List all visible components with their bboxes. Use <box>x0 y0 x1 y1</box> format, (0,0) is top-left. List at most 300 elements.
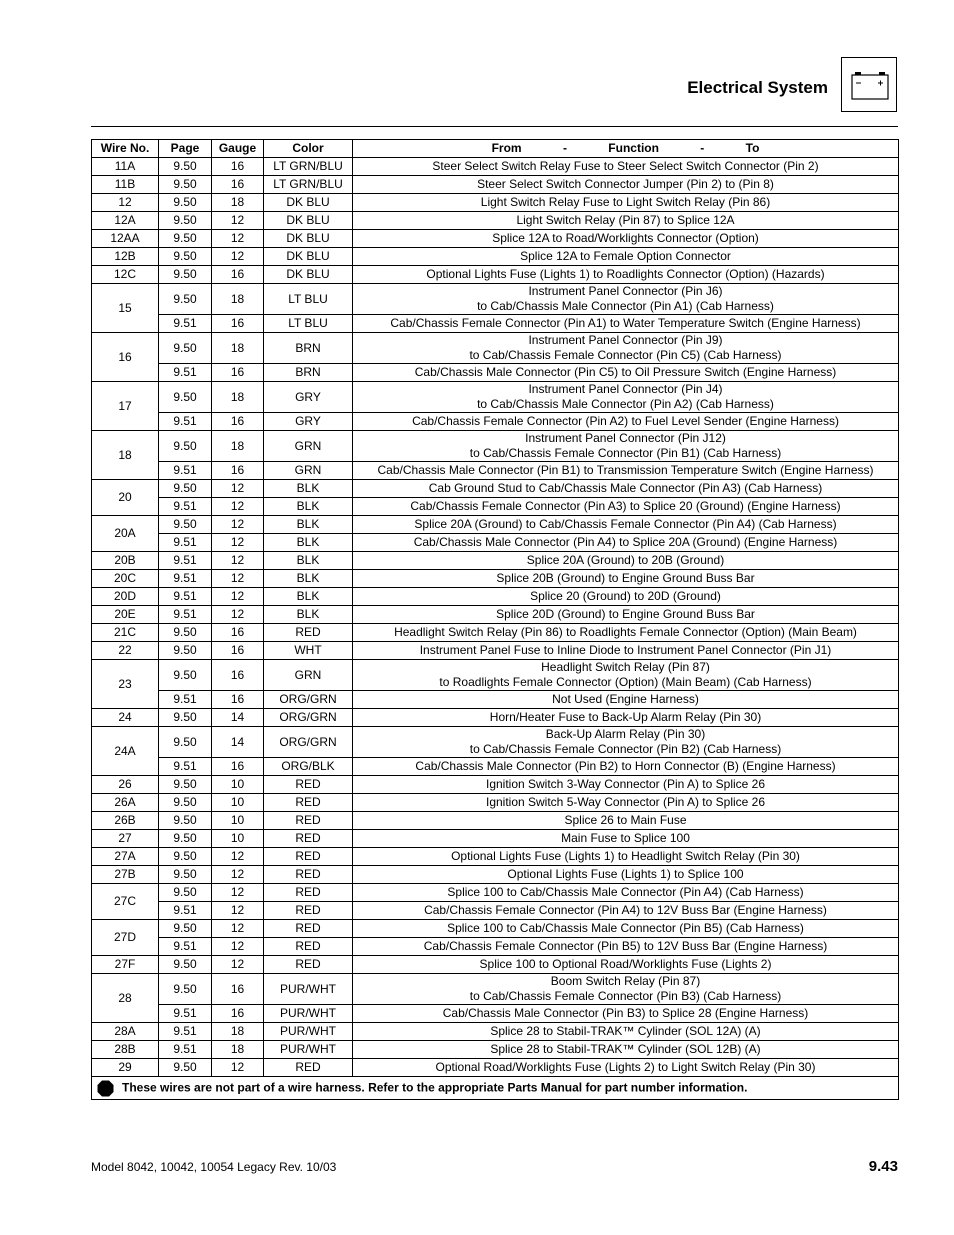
gauge-cell: 18 <box>212 1041 264 1059</box>
wire-no-cell: 17 <box>92 382 159 431</box>
function-line: Instrument Panel Connector (Pin J12) <box>525 431 726 445</box>
wire-no-cell: 20D <box>92 588 159 606</box>
function-cell <box>353 776 899 794</box>
table-row <box>92 570 899 588</box>
page-cell: 9.50 <box>159 830 212 848</box>
table-row <box>92 758 899 776</box>
color-cell: RED <box>264 920 353 938</box>
color-cell: RED <box>264 812 353 830</box>
table-row <box>92 794 899 812</box>
wire-no-cell: 20C <box>92 570 159 588</box>
page-cell: 9.51 <box>159 315 212 333</box>
page-cell: 9.50 <box>159 158 212 176</box>
table-row <box>92 230 899 248</box>
function-cell <box>353 866 899 884</box>
page-cell: 9.50 <box>159 866 212 884</box>
function-line: to Roadlights Female Connector (Option) (Main Beam) (Cab Harness) <box>439 675 812 689</box>
table-row <box>92 938 899 956</box>
gauge-cell: 16 <box>212 660 264 691</box>
function-cell <box>353 691 899 709</box>
color-cell: BLK <box>264 606 353 624</box>
color-cell: DK BLU <box>264 248 353 266</box>
wire-no-cell: 20E <box>92 606 159 624</box>
color-cell: GRN <box>264 462 353 480</box>
function-line: Optional Lights Fuse (Lights 1) to Roadlights Connector (Option) (Hazards) <box>426 267 825 281</box>
color-cell: WHT <box>264 642 353 660</box>
page-cell: 9.50 <box>159 974 212 1005</box>
page-cell: 9.50 <box>159 727 212 758</box>
function-line: Not Used (Engine Harness) <box>552 692 699 706</box>
wire-no-cell: 12A <box>92 212 159 230</box>
gauge-cell: 18 <box>212 333 264 364</box>
function-line: Optional Road/Worklights Fuse (Lights 2) to Light Switch Relay (Pin 30) <box>435 1060 816 1074</box>
page-cell: 9.51 <box>159 1041 212 1059</box>
function-line: Instrument Panel Connector (Pin J9) <box>528 333 723 347</box>
page-cell: 9.50 <box>159 284 212 315</box>
color-cell: BLK <box>264 570 353 588</box>
function-line: Cab/Chassis Male Connector (Pin B2) to Horn Connector (B) (Engine Harness) <box>415 759 836 773</box>
gauge-cell: 16 <box>212 413 264 431</box>
wire-no-cell: 26 <box>92 776 159 794</box>
table-row <box>92 606 899 624</box>
color-cell: RED <box>264 956 353 974</box>
col-dash: - <box>700 141 705 155</box>
function-cell <box>353 462 899 480</box>
gauge-cell: 16 <box>212 176 264 194</box>
color-cell: RED <box>264 776 353 794</box>
page-cell: 9.51 <box>159 758 212 776</box>
table-row <box>92 920 899 938</box>
page-cell: 9.50 <box>159 884 212 902</box>
table-row <box>92 848 899 866</box>
wire-no-cell: 28 <box>92 974 159 1023</box>
table-row <box>92 315 899 333</box>
wire-no-cell: 27A <box>92 848 159 866</box>
page-cell: 9.51 <box>159 534 212 552</box>
color-cell: BRN <box>264 364 353 382</box>
page-cell: 9.50 <box>159 660 212 691</box>
page-cell: 9.50 <box>159 382 212 413</box>
page-title: Electrical System <box>687 78 828 97</box>
gauge-cell: 12 <box>212 588 264 606</box>
function-line: Steer Select Switch Connector Jumper (Pin 2) to (Pin 8) <box>477 177 774 191</box>
note-text: These wires are not part of a wire harness. Refer to the appropriate Parts Manual for part number information. <box>122 1080 748 1095</box>
wire-table-body <box>92 158 899 1077</box>
color-cell: ORG/GRN <box>264 709 353 727</box>
gauge-cell: 12 <box>212 902 264 920</box>
color-cell: PUR/WHT <box>264 1023 353 1041</box>
table-row <box>92 974 899 1005</box>
function-cell <box>353 956 899 974</box>
function-line: Optional Lights Fuse (Lights 1) to Splice 100 <box>507 867 744 881</box>
function-line: Splice 12A to Female Option Connector <box>520 249 731 263</box>
function-cell <box>353 642 899 660</box>
function-line: Cab/Chassis Female Connector (Pin B5) to 12V Buss Bar (Engine Harness) <box>423 939 828 953</box>
gauge-cell: 16 <box>212 691 264 709</box>
col-wire-no: Wire No. <box>92 140 159 158</box>
function-cell <box>353 974 899 1005</box>
col-dash: - <box>562 141 567 155</box>
page-cell: 9.50 <box>159 848 212 866</box>
gauge-cell: 16 <box>212 266 264 284</box>
function-line: Horn/Heater Fuse to Back-Up Alarm Relay (Pin 30) <box>489 710 762 724</box>
gauge-cell: 16 <box>212 642 264 660</box>
gauge-cell: 12 <box>212 248 264 266</box>
page-cell: 9.51 <box>159 691 212 709</box>
color-cell: RED <box>264 830 353 848</box>
function-line: Optional Lights Fuse (Lights 1) to Headlight Switch Relay (Pin 30) <box>451 849 800 863</box>
function-line: Instrument Panel Connector (Pin J4) <box>528 382 723 396</box>
table-row <box>92 884 899 902</box>
table-row <box>92 691 899 709</box>
page-cell: 9.50 <box>159 248 212 266</box>
wire-no-cell: 24 <box>92 709 159 727</box>
wire-no-cell: 27D <box>92 920 159 956</box>
color-cell: RED <box>264 866 353 884</box>
table-header-row <box>92 140 899 158</box>
page-cell: 9.51 <box>159 413 212 431</box>
function-cell <box>353 570 899 588</box>
wire-no-cell: 20A <box>92 516 159 552</box>
page-cell: 9.50 <box>159 230 212 248</box>
function-line: Splice 20D (Ground) to Engine Ground Buss Bar <box>496 607 755 621</box>
battery-icon <box>842 58 898 113</box>
gauge-cell: 14 <box>212 709 264 727</box>
gauge-cell: 16 <box>212 624 264 642</box>
wire-no-cell: 11B <box>92 176 159 194</box>
table-row <box>92 364 899 382</box>
function-line: Splice 100 to Optional Road/Worklights Fuse (Lights 2) <box>479 957 772 971</box>
function-line: Cab/Chassis Male Connector (Pin A4) to Splice 20A (Ground) (Engine Harness) <box>413 535 838 549</box>
gauge-cell: 16 <box>212 462 264 480</box>
function-cell <box>353 230 899 248</box>
wire-no-cell: 20B <box>92 552 159 570</box>
table-row <box>92 333 899 364</box>
page-cell: 9.50 <box>159 642 212 660</box>
function-line: to Cab/Chassis Male Connector (Pin A1) (Cab Harness) <box>477 299 774 313</box>
gauge-cell: 12 <box>212 848 264 866</box>
function-line: Boom Switch Relay (Pin 87) <box>550 974 701 988</box>
color-cell: BLK <box>264 534 353 552</box>
gauge-cell: 18 <box>212 431 264 462</box>
gauge-cell: 12 <box>212 212 264 230</box>
function-cell <box>353 158 899 176</box>
table-row <box>92 1005 899 1023</box>
wire-no-cell: 27F <box>92 956 159 974</box>
color-cell: LT GRN/BLU <box>264 158 353 176</box>
function-line: Light Switch Relay Fuse to Light Switch Relay (Pin 86) <box>480 195 771 209</box>
function-cell <box>353 758 899 776</box>
function-line: Headlight Switch Relay (Pin 86) to Roadlights Female Connector (Option) (Main Beam) <box>394 625 857 639</box>
function-cell <box>353 624 899 642</box>
function-line: Splice 20A (Ground) to 20B (Ground) <box>526 553 725 567</box>
function-line: Cab/Chassis Male Connector (Pin C5) to Oil Pressure Switch (Engine Harness) <box>414 365 837 379</box>
table-row <box>92 642 899 660</box>
color-cell: RED <box>264 624 353 642</box>
footer-model: Model 8042, 10042, 10054 Legacy Rev. 10/03 <box>91 1160 337 1174</box>
color-cell: BLK <box>264 498 353 516</box>
wire-no-cell: 16 <box>92 333 159 382</box>
battery-icon-box <box>841 57 897 112</box>
wire-no-cell: 12C <box>92 266 159 284</box>
page-cell: 9.51 <box>159 938 212 956</box>
function-cell <box>353 938 899 956</box>
page-cell: 9.51 <box>159 570 212 588</box>
function-line: Main Fuse to Splice 100 <box>561 831 690 845</box>
function-cell <box>353 660 899 691</box>
function-cell <box>353 534 899 552</box>
function-cell <box>353 727 899 758</box>
function-cell <box>353 884 899 902</box>
gauge-cell: 12 <box>212 480 264 498</box>
function-line: Splice 12A to Road/Worklights Connector (Option) <box>492 231 759 245</box>
gauge-cell: 12 <box>212 230 264 248</box>
wire-no-cell: 27C <box>92 884 159 920</box>
color-cell: RED <box>264 1059 353 1077</box>
gauge-cell: 16 <box>212 974 264 1005</box>
table-row <box>92 1041 899 1059</box>
page-cell: 9.50 <box>159 516 212 534</box>
color-cell: RED <box>264 848 353 866</box>
color-cell: BLK <box>264 552 353 570</box>
function-line: Cab/Chassis Male Connector (Pin B1) to Transmission Temperature Switch (Engine Harness) <box>377 463 874 477</box>
gauge-cell: 18 <box>212 284 264 315</box>
function-cell <box>353 588 899 606</box>
color-cell: ORG/GRN <box>264 691 353 709</box>
color-cell: GRY <box>264 413 353 431</box>
table-row <box>92 1059 899 1077</box>
page-cell: 9.50 <box>159 480 212 498</box>
gauge-cell: 10 <box>212 812 264 830</box>
table-row <box>92 498 899 516</box>
function-line: Steer Select Switch Relay Fuse to Steer Select Switch Connector (Pin 2) <box>432 159 819 173</box>
function-line: Headlight Switch Relay (Pin 87) <box>541 660 710 674</box>
function-line: Splice 28 to Stabil-TRAK™ Cylinder (SOL 12A) (A) <box>490 1024 761 1038</box>
page-cell: 9.50 <box>159 194 212 212</box>
note-cell <box>92 1077 899 1100</box>
color-cell: LT BLU <box>264 315 353 333</box>
gauge-cell: 10 <box>212 830 264 848</box>
wire-no-cell: 20 <box>92 480 159 516</box>
page-cell: 9.51 <box>159 588 212 606</box>
page-cell: 9.51 <box>159 552 212 570</box>
page-cell: 9.50 <box>159 212 212 230</box>
gauge-cell: 16 <box>212 1005 264 1023</box>
col-color: Color <box>264 140 353 158</box>
page-cell: 9.50 <box>159 1059 212 1077</box>
page-cell: 9.50 <box>159 812 212 830</box>
page-cell: 9.50 <box>159 431 212 462</box>
table-row <box>92 709 899 727</box>
function-line: Splice 100 to Cab/Chassis Male Connector (Pin A4) (Cab Harness) <box>447 885 804 899</box>
gauge-cell: 12 <box>212 920 264 938</box>
color-cell: ORG/GRN <box>264 727 353 758</box>
color-cell: RED <box>264 884 353 902</box>
function-cell <box>353 498 899 516</box>
function-cell <box>353 413 899 431</box>
page-cell: 9.51 <box>159 364 212 382</box>
color-cell: RED <box>264 902 353 920</box>
function-cell <box>353 1059 899 1077</box>
function-line: to Cab/Chassis Female Connector (Pin C5) (Cab Harness) <box>469 348 782 362</box>
page-cell: 9.51 <box>159 606 212 624</box>
color-cell: BLK <box>264 588 353 606</box>
function-cell <box>353 794 899 812</box>
color-cell: BLK <box>264 480 353 498</box>
col-page: Page <box>159 140 212 158</box>
table-row <box>92 462 899 480</box>
gauge-cell: 12 <box>212 1059 264 1077</box>
note-row <box>92 1077 899 1100</box>
function-cell <box>353 315 899 333</box>
function-line: to Cab/Chassis Female Connector (Pin B1) (Cab Harness) <box>469 446 782 460</box>
function-line: Splice 20 (Ground) to 20D (Ground) <box>530 589 721 603</box>
page-cell: 9.50 <box>159 266 212 284</box>
wire-no-cell: 24A <box>92 727 159 776</box>
table-row <box>92 158 899 176</box>
header-rule <box>91 126 898 127</box>
table-row <box>92 194 899 212</box>
color-cell: GRN <box>264 660 353 691</box>
table-row <box>92 382 899 413</box>
function-line: Ignition Switch 5-Way Connector (Pin A) to Splice 26 <box>485 795 766 809</box>
table-row <box>92 1023 899 1041</box>
table-row <box>92 727 899 758</box>
function-line: Light Switch Relay (Pin 87) to Splice 12A <box>516 213 735 227</box>
page-cell: 9.50 <box>159 956 212 974</box>
function-cell <box>353 1023 899 1041</box>
gauge-cell: 12 <box>212 606 264 624</box>
function-cell <box>353 266 899 284</box>
table-row <box>92 176 899 194</box>
page-cell: 9.51 <box>159 1023 212 1041</box>
function-cell <box>353 364 899 382</box>
table-row <box>92 866 899 884</box>
color-cell: PUR/WHT <box>264 1005 353 1023</box>
col-from: From <box>491 141 522 155</box>
color-cell: BLK <box>264 516 353 534</box>
table-row <box>92 516 899 534</box>
gauge-cell: 12 <box>212 956 264 974</box>
color-cell: GRY <box>264 382 353 413</box>
color-cell: RED <box>264 938 353 956</box>
function-cell <box>353 516 899 534</box>
table-row <box>92 776 899 794</box>
table-row <box>92 588 899 606</box>
table-row <box>92 248 899 266</box>
wire-no-cell: 27B <box>92 866 159 884</box>
function-cell <box>353 333 899 364</box>
table-row <box>92 830 899 848</box>
color-cell: LT GRN/BLU <box>264 176 353 194</box>
page-cell: 9.50 <box>159 624 212 642</box>
function-line: Splice 20A (Ground) to Cab/Chassis Female Connector (Pin A4) (Cab Harness) <box>414 517 837 531</box>
function-line: Cab/Chassis Male Connector (Pin B3) to Splice 28 (Engine Harness) <box>442 1006 809 1020</box>
table-row <box>92 212 899 230</box>
gauge-cell: 18 <box>212 382 264 413</box>
function-cell <box>353 382 899 413</box>
table-row <box>92 480 899 498</box>
function-cell <box>353 812 899 830</box>
function-line: Ignition Switch 3-Way Connector (Pin A) to Splice 26 <box>485 777 766 791</box>
gauge-cell: 18 <box>212 194 264 212</box>
function-cell <box>353 284 899 315</box>
function-cell <box>353 212 899 230</box>
function-cell <box>353 830 899 848</box>
function-cell <box>353 176 899 194</box>
function-cell <box>353 194 899 212</box>
color-cell: DK BLU <box>264 230 353 248</box>
gauge-cell: 12 <box>212 552 264 570</box>
function-line: to Cab/Chassis Female Connector (Pin B2) (Cab Harness) <box>469 742 782 756</box>
gauge-cell: 12 <box>212 534 264 552</box>
page-cell: 9.51 <box>159 462 212 480</box>
wire-no-cell: 21C <box>92 624 159 642</box>
col-from-function-to <box>353 140 899 158</box>
table-row <box>92 956 899 974</box>
color-cell: DK BLU <box>264 266 353 284</box>
color-cell: ORG/BLK <box>264 758 353 776</box>
wire-no-cell: 27 <box>92 830 159 848</box>
color-cell: LT BLU <box>264 284 353 315</box>
wire-no-cell: 28A <box>92 1023 159 1041</box>
function-cell <box>353 248 899 266</box>
function-line: Instrument Panel Connector (Pin J6) <box>528 284 723 298</box>
table-row <box>92 812 899 830</box>
gauge-cell: 12 <box>212 884 264 902</box>
function-line: Back-Up Alarm Relay (Pin 30) <box>545 727 706 741</box>
page-cell: 9.51 <box>159 902 212 920</box>
gauge-cell: 12 <box>212 498 264 516</box>
color-cell: DK BLU <box>264 212 353 230</box>
function-cell <box>353 480 899 498</box>
color-cell: RED <box>264 794 353 812</box>
wire-table <box>91 139 899 1100</box>
color-cell: BRN <box>264 333 353 364</box>
page-cell: 9.51 <box>159 498 212 516</box>
wire-no-cell: 12AA <box>92 230 159 248</box>
wire-no-cell: 28B <box>92 1041 159 1059</box>
wire-no-cell: 29 <box>92 1059 159 1077</box>
function-cell <box>353 920 899 938</box>
page-cell: 9.51 <box>159 1005 212 1023</box>
gauge-cell: 16 <box>212 158 264 176</box>
function-line: Cab Ground Stud to Cab/Chassis Male Connector (Pin A3) (Cab Harness) <box>428 481 823 495</box>
function-cell <box>353 848 899 866</box>
gauge-cell: 12 <box>212 866 264 884</box>
function-line: Splice 28 to Stabil-TRAK™ Cylinder (SOL 12B) (A) <box>490 1042 761 1056</box>
color-cell: PUR/WHT <box>264 974 353 1005</box>
function-line: Cab/Chassis Female Connector (Pin A1) to Water Temperature Switch (Engine Harness) <box>390 316 861 330</box>
wire-no-cell: 15 <box>92 284 159 333</box>
function-cell <box>353 902 899 920</box>
table-row <box>92 534 899 552</box>
function-cell <box>353 1005 899 1023</box>
function-cell <box>353 552 899 570</box>
gauge-cell: 18 <box>212 1023 264 1041</box>
color-cell: DK BLU <box>264 194 353 212</box>
function-line: Cab/Chassis Female Connector (Pin A4) to 12V Buss Bar (Engine Harness) <box>424 903 827 917</box>
table-row <box>92 902 899 920</box>
page-cell: 9.50 <box>159 333 212 364</box>
table-row <box>92 552 899 570</box>
function-line: to Cab/Chassis Male Connector (Pin A2) (Cab Harness) <box>477 397 774 411</box>
gauge-cell: 12 <box>212 516 264 534</box>
function-line: Cab/Chassis Female Connector (Pin A3) to Splice 20 (Ground) (Engine Harness) <box>410 499 841 513</box>
gauge-cell: 16 <box>212 758 264 776</box>
function-line: Splice 20B (Ground) to Engine Ground Buss Bar <box>496 571 755 585</box>
color-cell: GRN <box>264 431 353 462</box>
